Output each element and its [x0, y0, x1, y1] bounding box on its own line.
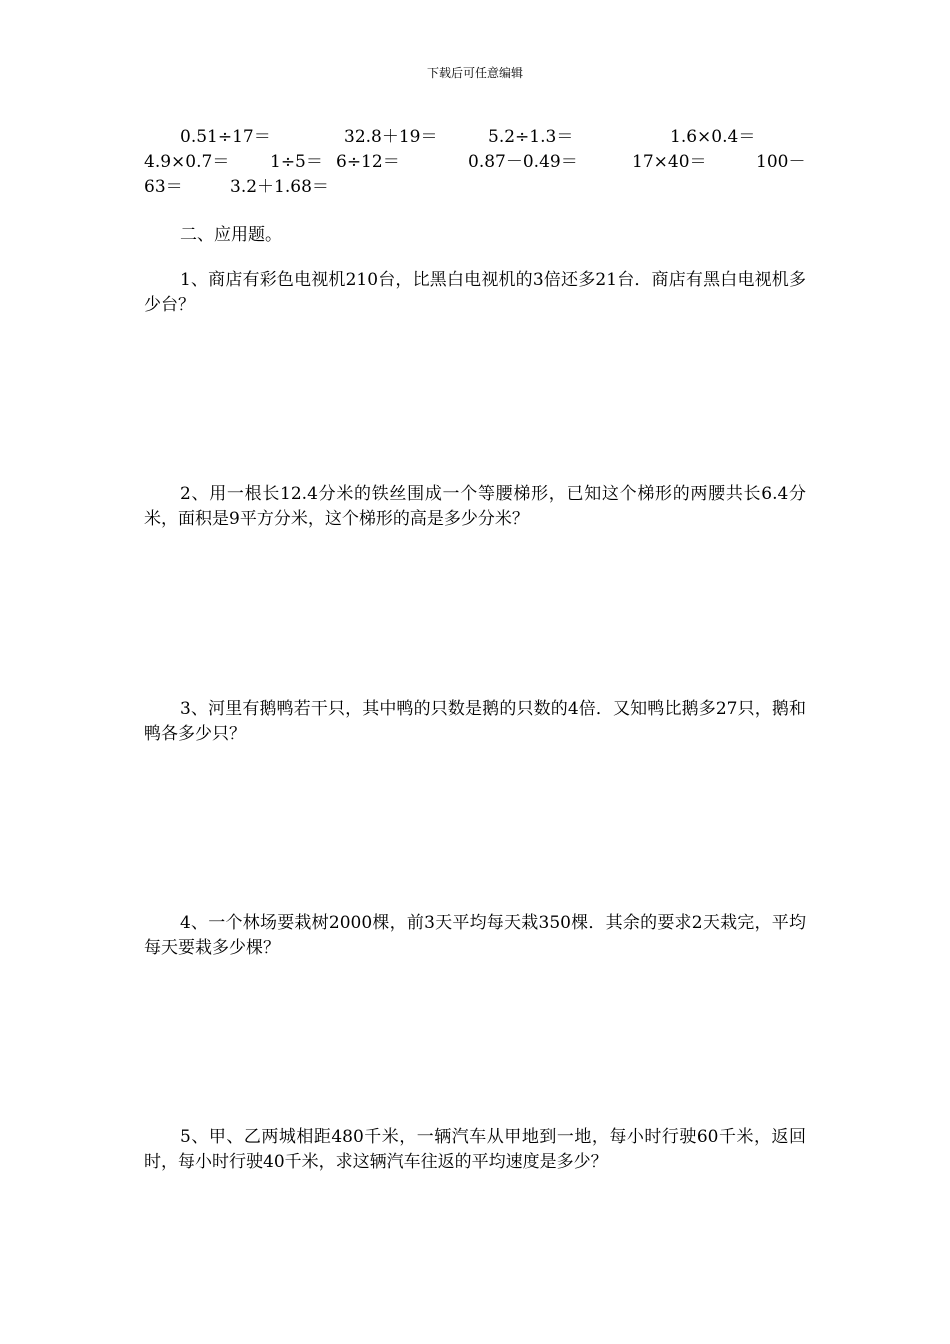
arithmetic-item: 100－ — [756, 152, 806, 172]
arithmetic-item: 17×40＝ — [632, 152, 707, 172]
arithmetic-item: 3.2＋1.68＝ — [230, 177, 329, 197]
arithmetic-item: 0.87－0.49＝ — [468, 152, 578, 172]
page-header: 下载后可任意编辑 — [426, 66, 523, 80]
arithmetic-item: 1.6×0.4＝ — [670, 127, 756, 147]
section-title: 二、应用题。 — [180, 225, 282, 245]
word-problem-3: 3、河里有鹅鸭若干只，其中鸭的只数是鹅的只数的4倍．又知鸭比鹅多27只，鹅和鸭各多少只？ — [144, 699, 806, 744]
word-problem-5: 5、甲、乙两城相距480千米，一辆汽车从甲地到一地，每小时行驶60千米，返回时，每小时行驶40千米，求这辆汽车往返的平均速度是多少？ — [144, 1127, 806, 1172]
word-problem-1: 1、商店有彩色电视机210台，比黑白电视机的3倍还多21台．商店有黑白电视机多少台？ — [144, 270, 806, 315]
word-problem-4: 4、一个林场要栽树2000棵，前3天平均每天栽350棵．其余的要求2天栽完，平均每天要栽多少棵？ — [144, 913, 806, 958]
arithmetic-item: 0.51÷17＝ — [180, 127, 271, 147]
arithmetic-item: 6÷12＝ — [336, 152, 400, 172]
arithmetic-item: 1÷5＝ — [270, 152, 323, 172]
arithmetic-row-3 — [144, 175, 806, 200]
arithmetic-item: 4.9×0.7＝ — [144, 152, 230, 172]
word-problem-2: 2、用一根长12.4分米的铁丝围成一个等腰梯形，已知这个梯形的两腰共长6.4分米，面积是9平方分米，这个梯形的高是多少分米？ — [144, 484, 806, 529]
arithmetic-exercises — [144, 125, 806, 200]
arithmetic-item: 63＝ — [144, 177, 183, 197]
arithmetic-row-1 — [144, 125, 806, 150]
arithmetic-row-2 — [144, 150, 806, 175]
arithmetic-item: 32.8＋19＝ — [344, 127, 438, 147]
arithmetic-item: 5.2÷1.3＝ — [488, 127, 574, 147]
